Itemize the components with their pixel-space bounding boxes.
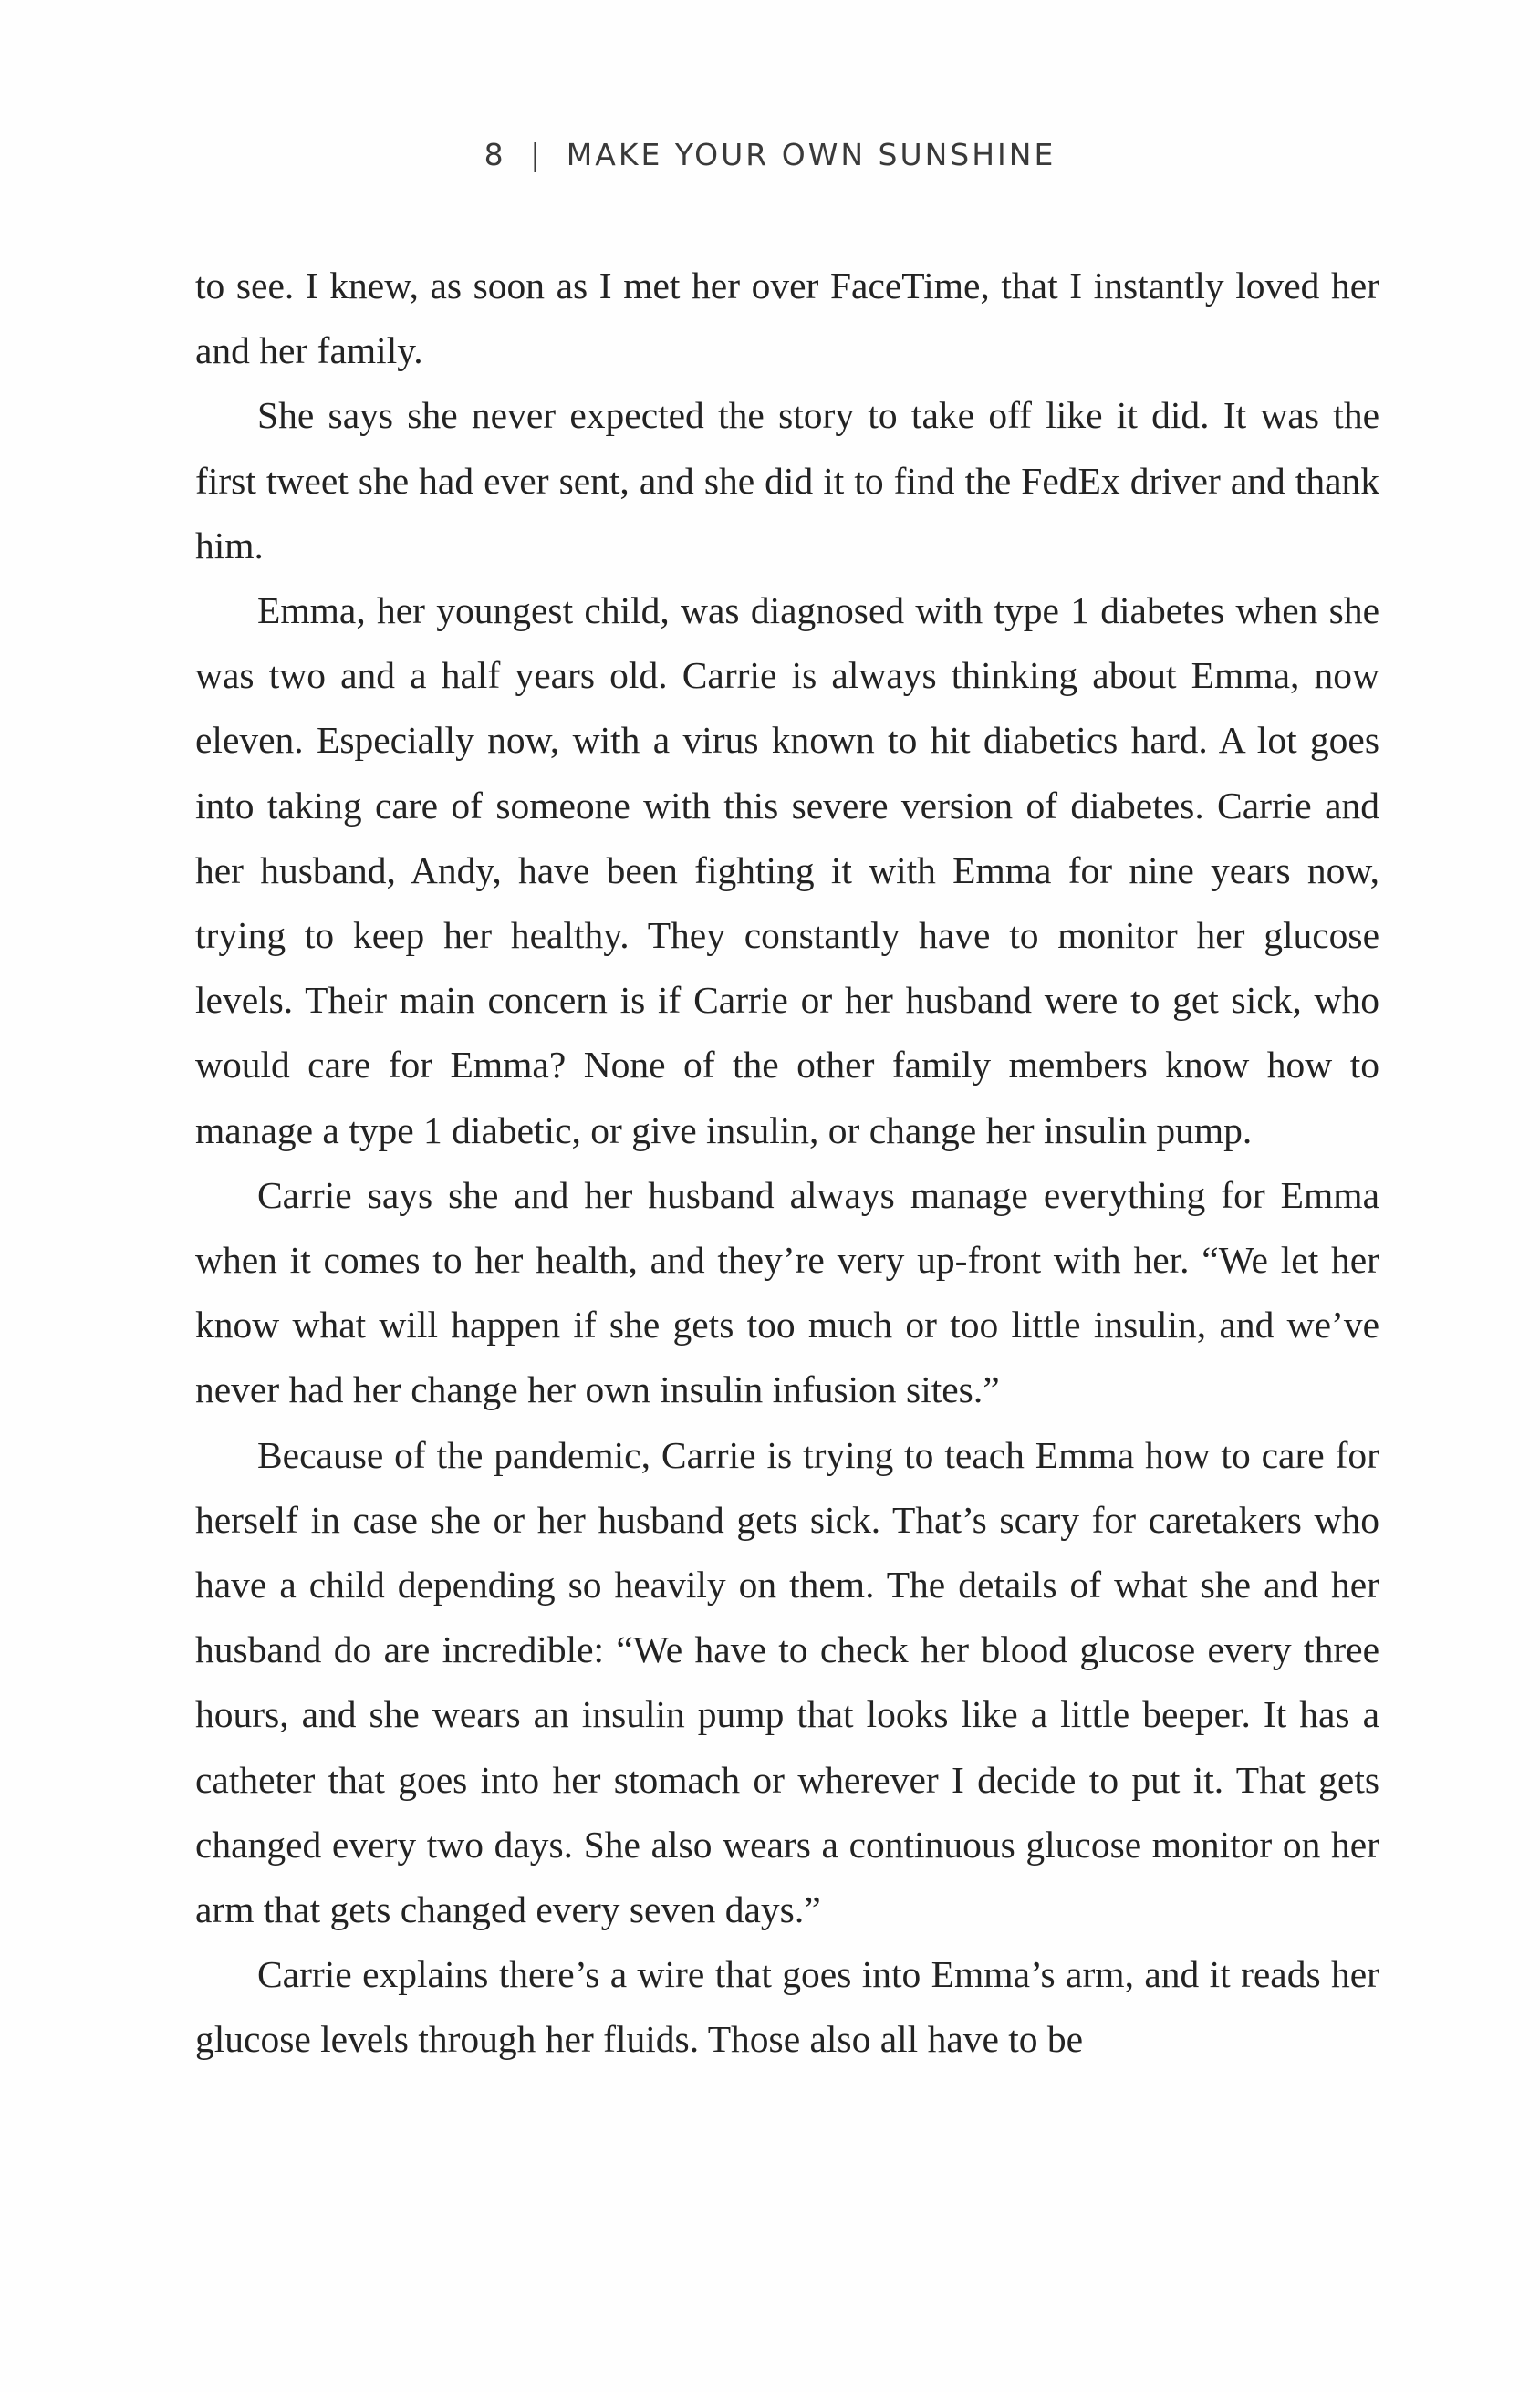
paragraph: Because of the pandemic, Carrie is trying to teach Emma how to care for herself in case she or her husband gets sick. That’s scary for caretakers who have a child depending so heavily on them. The details of what she and her husband do are incredible: “We have to check her blood glucose every three hours, and she wears an insulin pump that looks like a little beeper. It has a catheter that goes into her stomach or wherever I decide to put it. That gets changed every two days. She also wears a continuous glucose monitor on her arm that gets changed every seven days.” [195,1433,1379,1931]
paragraph: Carrie says she and her husband always manage everything for Emma when it comes to her health, and they’re very up-front with her. “We let her know what will happen if she gets too much or too little insulin, and we’ve never had her change her own insulin infusion sites.” [195,1173,1379,1411]
running-head [0,137,1540,172]
header-separator: | [529,137,543,172]
paragraph: She says she never expected the story to take off like it did. It was the first tweet she had ever sent, and she did it to find the FedEx driver and thank him. [195,394,1379,567]
paragraph: Emma, her youngest child, was diagnosed with type 1 diabetes when she was two and a half years old. Carrie is always thinking about Emma, now eleven. Especially now, with a virus known to hit diabetics hard. A lot goes into taking care of someone with this severe version of diabetes. Carrie and her husband, Andy, have been fighting it with Emma for nine years now, trying to keep her healthy. They constantly have to monitor her glucose levels. Their main concern is if Carrie or her husband were to get sick, who would care for Emma? None of the other family members know how to manage a type 1 diabetic, or give insulin, or change her insulin pump. [195,589,1379,1151]
paragraph-continued: to see. I knew, as soon as I met her over FaceTime, that I instantly loved her and her family. [195,265,1379,372]
body-text [195,254,1379,2073]
paragraph: Carrie explains there’s a wire that goes into Emma’s arm, and it reads her glucose levels through her fluids. Those also all have to be [195,1953,1379,2061]
book-title: MAKE YOUR OWN SUNSHINE [566,137,1056,172]
page-number: 8 [484,137,506,172]
